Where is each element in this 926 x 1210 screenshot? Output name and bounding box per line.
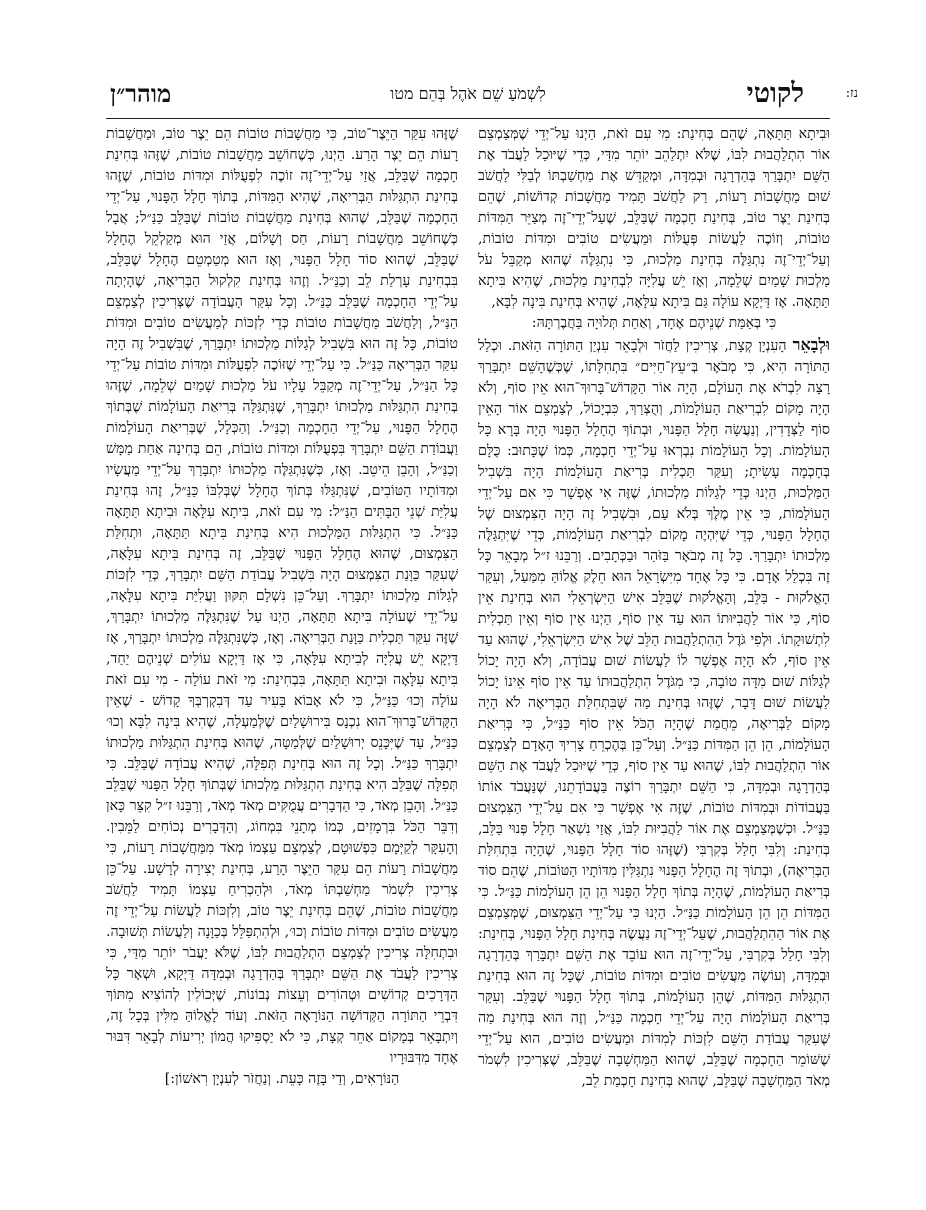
header-rule xyxy=(106,118,830,119)
paragraph-text: הָעִנְיָן קְצָת, צְרִיכִין לַחֲזֹר וּלְבָאֵר עִנְיַן הַתּוֹרָה הַזֹּאת. וּכְלַל הַתּוֹרָה הִיא, כִּי מְבֹאָר בְּ״עֵץ־חַיִּים״ בִּתְחִלָּתוֹ, שֶׁכְּשֶׁהָשֵּׁם יִתְבָּרַךְ רָצָה לִבְרֹא אֶת הָעוֹלָם, הָיָה אוֹר הַקָּדוֹשׁ־בָּרוּךְ־הוּא אֵין סוֹף, וְלֹא הָיָה מָקוֹם לִבְרִיאַת הָעוֹלָמוֹת, וְהֻצְרַךְ, כִּבְיָכוֹל, לְצַמְצֵם אוֹר הָאֵין סוֹף לַצְּדָדִין, וְנַעֲשָׂה חָלָל הַפָּנוּי, וּבְתוֹךְ הֶחָלָל הַפָּנוּי הָיָה בָּרָא כָּל הָעוֹלָמוֹת. וְכָל הָעוֹלָמוֹת נִבְרְאוּ עַל־יְדֵי חָכְמָה, כְּמוֹ שֶׁכָּתוּב: כֻּלָּם בְּחָכְמָה עָשִׂיתָ; וְעִקַּר תַּכְלִית בְּרִיאַת הָעוֹלָמוֹת הָיָה בִּשְׁבִיל הַמַּלְכוּת, הַיְנוּ כְּדֵי לְגַלּוֹת מַלְכוּתוֹ, שֶׁזֶּה אִי אֶפְשָׁר כִּי אִם עַל־יְדֵי הָעוֹלָמוֹת, כִּי אֵין מֶלֶךְ בְּלֹא עַם, וּבִשְׁבִיל זֶה הָיָה הַצִּמְצוּם שֶׁל הֶחָלָל הַפָּנוּי, כְּדֵי שֶׁיִּהְיֶה מָקוֹם לִבְרִיאַת הָעוֹלָמוֹת, כְּדֵי שֶׁיִּתְגַּלֶּה מַלְכוּתוֹ יִתְבָּרַךְ. כָּל זֶה מְבֹאָר בַּזֹּהַר וּבַכְּתָבִים. וְרַבֵּנוּ ז״ל מְבָאֵר כָּל זֶה בִּכְלַל אָדָם. כִּי כָּל אֶחָד מִיִּשְׂרָאֵל הוּא חֵלֶק אֱלוֹהַּ מִמַּעַל, וְעִקַּר הָאֱלֹקוּת - בַּלֵּב, וְהָאֱלֹקוּת שֶׁבַּלֵּב אִישׁ הַיִּשְׂרְאֵלִי הוּא בְּחִינַת אֵין סוֹף, כִּי אוֹר לַהֲבִיּוּתוֹ הוּא עַד אֵין סוֹף, הַיְנוּ אֵין סוֹף וְאֵין תַּכְלִית לִתְשׁוּקָתוֹ. וּלְפִי גֹּדֶל הַהִתְלַהֲבוּת הַלֵּב שֶׁל אִישׁ הַיִּשְׂרְאֵלִי, שֶׁהוּא עַד אֵין סוֹף, לֹא הָיָה אֶפְשָׁר לוֹ לַעֲשׂוֹת שׁוּם עֲבוֹדָה, וְלֹא הָיָה יָכוֹל לְגַלּוֹת שׁוּם מִדָּה טוֹבָה, כִּי מִגֹּדֶל הִתְלַהֲבוּתוֹ עַד אֵין סוֹף אֵינוֹ יָכוֹל לַעֲשׂוֹת שׁוּם דָּבָר, שֶׁזֶּהוּ בְּחִינַת מַה שֶּׁבִּתְחִלַּת הַבְּרִיאָה לֹא הָיָה מָקוֹם לַבְּרִיאָה, מֵחֲמַת שֶׁהָיָה הַכֹּל אֵין סוֹף כַּנַּ״ל, כִּי בְּרִיאַת הָעוֹלָמוֹת, הֵן הֵן הַמִּדּוֹת כַּנַּ״ל. וְעַל־כֵּן בְּהֶכְרֵחַ צָרִיךְ הָאָדָם לְצַמְצֵם אוֹר הִתְלַהֲבוּת לִבּוֹ, שֶׁהוּא עַד אֵין סוֹף, כְּדֵי שֶׁיּוּכַל לַעֲבֹד אֶת הַשֵּׁם בְּהַדְרָגָה וּבְמִדָּה, כִּי הַשֵּׁם יִתְבָּרַךְ רוֹצֶה בַּעֲבוֹדָתֵנוּ, שֶׁנַּעֲבֹד אוֹתוֹ בַּעֲבוֹדוֹת וּבְמִדּוֹת טוֹבוֹת, שֶׁזֶּה אִי אֶפְשָׁר כִּי אִם עַל־יְדֵי הַצִּמְצוּם כַּנַּ״ל. וּכְשֶׁמְּצַמְצֵם אֶת אוֹר לַהֲבִיּוּת לִבּוֹ, אֲזַי נִשְׁאַר חָלָל פְּנוּי בַּלֵּב, בְּחִינַת: וְלִבִּי חָלַל בְּקִרְבִּי (שֶׁזֶּהוּ סוֹד חָלָל הַפָּנוּי, שֶׁהָיָה בִּתְחִלַּת הַבְּרִיאָה), וּבְתוֹךְ זֶה הֶחָלָל הַפָּנוּי נִתְגַּלִּין מִדּוֹתָיו הַטּוֹבוֹת, שֶׁהֵם סוֹד בְּרִיאַת הָעוֹלָמוֹת, שֶׁהָיָה בְּתוֹךְ חָלָל הַפָּנוּי הֵן הֵן הָעוֹלָמוֹת כַּנַּ״ל. כִּי הַמִּדּוֹת הֵן הֵן הָעוֹלָמוֹת כַּנַּ״ל. הַיְנוּ כִּי עַל־יְדֵי הַצִּמְצוּם, שֶׁמְּצַמְצֵם אֶת אוֹר הַהִתְלַהֲבוּת, שֶׁעַל־יְדֵי־זֶה נַעֲשֶׂה בְּחִינַת חָלָל הַפָּנוּי, בְּחִינַת: וְלִבִּי חָלַל בְּקִרְבִּי, עַל־יְדֵי־זֶה הוּא עוֹבֵד אֶת הַשֵּׁם יִתְבָּרַךְ בְּהַדְרָגָה וּבְמִדָּה, וְעוֹשֶׂה מַעֲשִׂים טוֹבִים וּמִדּוֹת טוֹבוֹת, שֶׁכָּל זֶה הוּא בְּחִינַת הִתְגַּלּוּת הַמִּדּוֹת, שֶׁהֵן הָעוֹלָמוֹת, בְּתוֹךְ חָלָל הַפָּנוּי שֶׁבַּלֵּב. וְעִקַּר בְּרִיאַת הָעוֹלָמוֹת הָיָה עַל־יְדֵי חָכְמָה כַּנַּ״ל, וְזֶה הוּא בְּחִינַת מַה שֶּׁעִקַּר עֲבוֹדַת הַשֵּׁם לִזְכּוֹת לְמִדּוֹת וּמַעֲשִׂים טוֹבִים, הוּא עַל־יְדֵי שֶׁשּׁוֹמֵר הַחָכְמָה שֶׁבַּלֵּב, שֶׁהוּא הַמַּחְשָׁבָה שֶׁבַּלֵּב, שֶׁצְּרִיכִין לִשְׁמֹר מְאֹד הַמַּחְשָׁבָה שֶׁבַּלֵּב, שֶׁהוּא בְּחִינַת חָכְמַת לֵב, xyxy=(478,338,830,1089)
running-title: לִשְׁמֹעַ שֵׁם אֹהֶל בְּהֵם מטו xyxy=(390,84,546,103)
right-column xyxy=(478,124,830,1134)
lead-word: וּלְבָאֵר xyxy=(792,335,830,354)
left-column xyxy=(106,124,458,1134)
text-columns xyxy=(106,124,830,1134)
book-title-left: מוהר״ן xyxy=(110,79,172,108)
paragraph-main xyxy=(478,334,830,1092)
page-number: נז: xyxy=(845,86,858,101)
paragraph: שֶׁזֶּהוּ עִקַּר הַיֵּצֶר־טוֹב, כִּי מַחֲשָׁבוֹת טוֹבוֹת הֵם יֵצֶר טוֹב, וּמַחֲשָׁבוֹת רָעוֹת הֵם יֵצֶר הָרַע. הַיְנוּ, כְּשֶׁחוֹשֵׁב מַחֲשָׁבוֹת טוֹבוֹת, שֶׁזֶּהוּ בְּחִינַת חָכְמָה שֶׁבַּלֵּב, אֲזַי עַל־יְדֵי־זֶה זוֹכֶה לִפְעֻלּוֹת וּמִדּוֹת טוֹבוֹת, שֶׁזֶּהוּ בְּחִינַת הִתְגַּלּוּת הַבְּרִיאָה, שֶׁהִיא הַמִּדּוֹת, בְּתוֹךְ חָלָל הַפָּנוּי, עַל־יְדֵי הַחָכְמָה שֶׁבַּלֵּב, שֶׁהוּא בְּחִינַת מַחֲשָׁבוֹת טוֹבוֹת שֶׁבַּלֵּב כַּנַּ״ל; אֲבָל כְּשֶׁחוֹשֵׁב מַחֲשָׁבוֹת רָעוֹת, חַס וְשָׁלוֹם, אֲזַי הוּא מְקַלְקֵל הֶחָלָל שֶׁבַּלֵּב, שֶׁהוּא סוֹד חָלָל הַפָּנוּי, וְאָז הוּא מְטַמְטֵם הֶחָלָל שֶׁבַּלֵּב, בִּבְחִינַת עָרְלַת לֵב וְכַנַּ״ל. וְזֶהוּ בְּחִינַת קִלְקוּל הַבְּרִיאָה, שֶׁהָיְתָה עַל־יְדֵי הַחָכְמָה שֶׁבַּלֵּב כַּנַּ״ל. וְכָל עִקַּר הָעֲבוֹדָה שֶׁצְּרִיכִין לְצַמְצֵם הַנַּ״ל, וְלַחֲשֹׁב מַחֲשָׁבוֹת טוֹבוֹת כְּדֵי לִזְכּוֹת לְמַעֲשִׂים טוֹבִים וּמִדּוֹת טוֹבוֹת, כָּל זֶה הוּא בִּשְׁבִיל לְגַלּוֹת מַלְכוּתוֹ יִתְבָּרַךְ, שֶׁבִּשְׁבִיל זֶה הָיָה עִקַּר הַבְּרִיאָה כַּנַּ״ל. כִּי עַל־יְדֵי שֶׁזּוֹכֶה לִפְעֻלּוֹת וּמִדּוֹת טוֹבוֹת עַל־יְדֵי כָּל הַנַּ״ל, עַל־יְדֵי־זֶה מְקַבֵּל עָלָיו עֹל מַלְכוּת שָׁמַיִם שְׁלֵמָה, שֶׁזֶּהוּ בְּחִינַת הִתְגַּלּוּת מַלְכוּתוֹ יִתְבָּרַךְ, שֶׁנִּתְגַּלָּה בְּרִיאַת הָעוֹלָמוֹת שֶׁבְּתוֹךְ הֶחָלָל הַפָּנוּי, עַל־יְדֵי הַחָכְמָה וְכַנַּ״ל. וְהַכְּלָל, שֶׁבְּרִיאַת הָעוֹלָמוֹת וַעֲבוֹדַת הַשֵּׁם יִתְבָּרַךְ בִּפְעֻלּוֹת וּמִדּוֹת טוֹבוֹת, הֵם בְּחִינָה אַחַת מַמָּשׁ וְכַנַּ״ל, וְהָבֵן הֵיטֵב. וְאָז, כְּשֶׁנִּתְגַּלֶּה מַלְכוּתוֹ יִתְבָּרַךְ עַל־יְדֵי מַעֲשָׂיו וּמִדּוֹתָיו הַטּוֹבִים, שֶׁנִּתְגַּלּוּ בְּתוֹךְ הֶחָלָל שֶׁבְּלִבּוֹ כַּנַּ״ל, זֶהוּ בְּחִינַת עֲלִיַּת שְׁנֵי הַבָּתִּים הַנַּ״ל: מִי עִם זֹאת, בִּיתָא עִלָּאָה וּבִיתָא תַּתָּאָה כַּנַּ״ל. כִּי הִתְגַּלּוּת הַמַּלְכוּת הִיא בְּחִינַת בִּיתָא תַּתָּאָה, וּתְחִלַּת הַצִּמְצוּם, שֶׁהוּא הֶחָלָל הַפָּנוּי שֶׁבַּלֵּב, זֶה בְּחִינַת בִּיתָא עִלָּאָה, שֶׁעִקַּר כַּוָּנַת הַצִּמְצוּם הָיָה בִּשְׁבִיל עֲבוֹדַת הַשֵּׁם יִתְבָּרַךְ, כְּדֵי לִזְכּוֹת לְגַלּוֹת מַלְכוּתוֹ יִתְבָּרַךְ. וְעַל־כֵּן נִשְׁלָם תִּקּוּן וַעֲלִיַּת בִּיתָא עִלָּאָה, עַל־יְדֵי שֶׁעוֹלָה בִּיתָא תַּתָּאָה, הַיְנוּ עַל שֶׁנִּתְגַּלֶּה מַלְכוּתוֹ יִתְבָּרַךְ, שֶׁזֶּה עִקַּר תַּכְלִית כַּוָּנַת הַבְּרִיאָה. וְאָז, כְּשֶׁנִּתְגַּלֶּה מַלְכוּתוֹ יִתְבָּרַךְ, אָז דַּיְקָא יֵשׁ עֲלִיָּה לְבִיתָא עִלָּאָה, כִּי אָז דַּיְקָא עוֹלִים שְׁנֵיהֶם יַחַד, בִּיתָא עִלָּאָה וּבִיתָא תַּתָּאָה, בִּבְחִינַת: מִי זֹאת עוֹלָה - מִי עִם זֹאת עוֹלָה וְכוּ׳ כַּנַּ״ל, כִּי לֹא אָבוֹא בָּעִיר עַד דְּבִקְרְבְּךָ קָדוֹשׁ - שֶׁאֵין הַקָּדוֹשׁ־בָּרוּךְ־הוּא נִכְנָס בִּירוּשָׁלַיִם שֶׁלְּמַעְלָה, שֶׁהִיא בִּינָה לִבָּא וְכוּ׳ כַּנַּ״ל, עַד שֶׁיִּכָּנֵס יְרוּשָׁלַיִם שֶׁלְּמַטָּה, שֶׁהוּא בְּחִינַת הִתְגַּלּוּת מַלְכוּתוֹ יִתְבָּרַךְ כַּנַּ״ל. וְכָל זֶה הוּא בְּחִינַת תְּפִלָּה, שֶׁהִיא עֲבוֹדָה שֶׁבַּלֵּב. כִּי תְּפִלָּה שֶׁבַּלֵּב הִיא בְּחִינַת הִתְגַּלּוּת מַלְכוּתוֹ שֶׁבְּתוֹךְ חָלָל הַפָּנוּי שֶׁבַּלֵּב כַּנַּ״ל. וְהָבֵן מְאֹד, כִּי הַדְּבָרִים עֲמֻקִּים מְאֹד מְאֹד, וְרַבֵּנוּ ז״ל קִצֵּר כָּאן וְדִבֵּר הַכֹּל בִּרְמָזִים, כְּמוֹ מְתָנֵי בִּמְחוֹג, וְהַדְּבָרִים נְכוֹחִים לַמֵּבִין. וְהָעִקָּר לְקַיְּמָם כִּפְשׁוּטָם, לְצַמְצֵם עַצְמוֹ מְאֹד מִמַּחֲשָׁבוֹת רָעוֹת, כִּי מַחֲשָׁבוֹת רָעוֹת הֵם עִקַּר הַיֵּצֶר הָרַע, בְּחִינַת יְצִירָה לְרָשָׁע. עַל־כֵּן צְרִיכִין לִשְׁמֹר מַחְשַׁבְתּוֹ מְאֹד, וּלְהַכְרִיחַ עַצְמוֹ תָּמִיד לַחֲשֹׁב מַחֲשָׁבוֹת טוֹבוֹת, שֶׁהֵם בְּחִינַת יֵצֶר טוֹב, וְלִזְכּוֹת לַעֲשׂוֹת עַל־יְדֵי זֶה מַעֲשִׂים טוֹבִים וּמִדּוֹת טוֹבוֹת וְכוּ׳, וּלְהִתְפַּלֵּל בְּכַוָּנָה וְלַעֲשׂוֹת תְּשׁוּבָה. וּבִתְחִלָּה צְרִיכִין לְצַמְצֵם הִתְלַהֲבוּת לִבּוֹ, שֶׁלֹּא יַעֲבֹר יוֹתֵר מִדַּי, כִּי צְרִיכִין לַעֲבֹד אֶת הַשֵּׁם יִתְבָּרַךְ בְּהַדְרָגָה וּבְמִדָּה דַּיְקָא, וּשְׁאָר כָּל הַדְּרָכִים קְדוֹשִׁים וּטְהוֹרִים וְעֵצוֹת נְבוֹנוֹת, שֶׁיְּכוֹלִין לְהוֹצִיא מִתּוֹךְ דִּבְרֵי הַתּוֹרָה הַקְּדוֹשָׁה הַנּוֹרָאָה הַזֹּאת. וְעוֹד לָאֱלוֹהַּ מִלִּין בְּכָל זֶה, וְיִתְבָּאֵר בְּמָקוֹם אַחֵר קְצָת, כִּי לֹא יַסְפִּיקוּ הֲמוֹן יְרִיעוֹת לְבָאֵר דִּבּוּר אֶחָד מִדִּבּוּרָיו xyxy=(106,126,458,1066)
page-header xyxy=(106,74,858,122)
book-title-right: לקוטי xyxy=(746,78,804,109)
paragraph-closing-line: הַנּוֹרָאִים, וְדַי בָּזֶה כָּעֵת. וְנַחֲזֹר לְעִנְיָן רִאשׁוֹן:] xyxy=(164,1071,400,1087)
paragraph-closing-line: כִּי בְּאַמַּת שְׁנֵיהֶם אֶחָד, וְאַחַת תְּלוּיָה בַּחֲבֶרְתָּהּ: xyxy=(531,315,777,331)
paragraph: וּבִיתָא תַּתָּאָה, שֶׁהֵם בְּחִינַת: מִי עִם זֹאת, הַיְנוּ עַל־יְדֵי שֶׁמְּצַמְצֵם אוֹר הִתְלַהֲבוּת לִבּוֹ, שֶׁלֹּא יִתְלַהֵב יוֹתֵר מִדַּי, כְּדֵי שֶׁיּוּכַל לַעֲבֹד אֶת הַשֵּׁם יִתְבָּרַךְ בְּהַדְרָגָה וּבְמִדָּה, וּמְקַדֵּשׁ אֶת מַחְשַׁבְתּוֹ לְבַלִּי לַחֲשֹׁב שׁוּם מַחֲשָׁבוֹת רָעוֹת, רַק לַחֲשֹׁב תָּמִיד מַחֲשָׁבוֹת קְדוֹשׁוֹת, שֶׁהֵם בְּחִינַת יֵצֶר טוֹב, בְּחִינַת חָכְמָה שֶׁבַּלֵּב, שֶׁעַל־יְדֵי־זֶה מְצַיֵּר הַמִּדּוֹת טוֹבוֹת, וְזוֹכֶה לַעֲשׂוֹת פְּעֻלּוֹת וּמַעֲשִׂים טוֹבִים וּמִדּוֹת טוֹבוֹת, וְעַל־יְדֵי־זֶה נִתְגַּלֶּה בְּחִינַת מַלְכוּת, כִּי נִתְגַּלֶּה שֶׁהוּא מְקַבֵּל עֹל מַלְכוּת שָׁמַיִם שְׁלֵמָה, וְאָז יֵשׁ עֲלִיָּה לִבְחִינַת מַלְכוּת, שֶׁהִיא בִּיתָא תַּתָּאָה. אָז דַּיְקָא עוֹלָה גַּם בִּיתָא עִלָּאָה, שֶׁהִיא בְּחִינַת בִּינָה לִבָּא, xyxy=(478,126,830,310)
